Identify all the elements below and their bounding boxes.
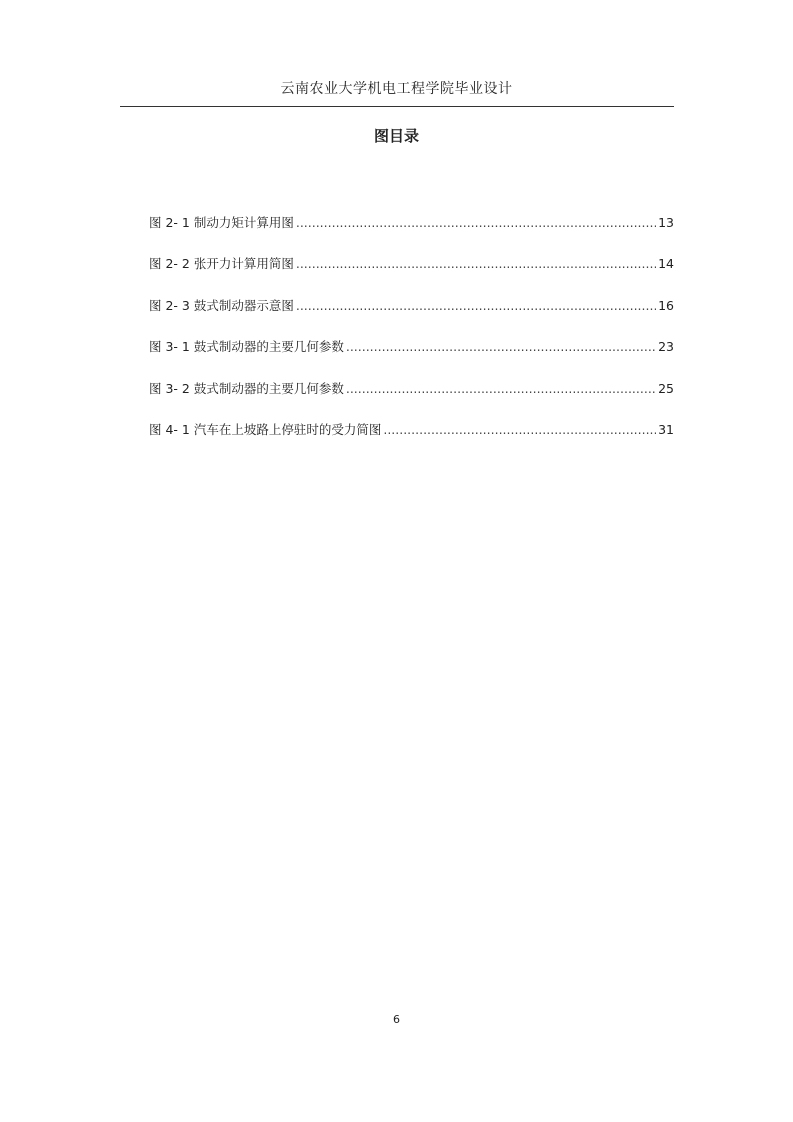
toc-entry[interactable] <box>149 337 674 357</box>
toc-dot-leader <box>296 298 656 313</box>
toc-entry-label: 图 2- 2 张开力计算用简图 <box>149 256 294 272</box>
toc-entry-label: 图 2- 1 制动力矩计算用图 <box>149 215 294 230</box>
toc-entry-page: 31 <box>658 421 674 437</box>
toc-dot-leader <box>383 422 656 437</box>
page-number: 6 <box>393 1013 400 1026</box>
toc-entry-page: 23 <box>658 339 674 355</box>
toc-entry[interactable] <box>149 296 674 316</box>
toc-entry[interactable] <box>149 254 674 274</box>
toc-entry-page: 13 <box>658 215 674 230</box>
toc-entry-label: 图 2- 3 鼓式制动器示意图 <box>149 297 294 313</box>
figure-list <box>149 213 674 461</box>
toc-dot-leader <box>346 339 656 354</box>
toc-dot-leader <box>346 381 656 396</box>
toc-entry-label: 图 4- 1 汽车在上坡路上停驻时的受力简图 <box>149 421 382 437</box>
toc-entry[interactable] <box>149 420 674 440</box>
toc-entry-page: 16 <box>658 297 674 313</box>
page-title: 图目录 <box>373 127 419 145</box>
toc-dot-leader <box>296 215 656 230</box>
toc-entry[interactable] <box>149 213 674 233</box>
toc-entry-page: 14 <box>658 256 674 272</box>
page-header: 云南农业大学机电工程学院毕业设计 <box>280 81 513 97</box>
header-divider <box>120 106 674 107</box>
toc-dot-leader <box>296 256 656 271</box>
toc-entry-label: 图 3- 1 鼓式制动器的主要几何参数 <box>149 339 344 355</box>
toc-entry-page: 25 <box>658 380 674 396</box>
toc-entry[interactable] <box>149 379 674 399</box>
toc-entry-label: 图 3- 2 鼓式制动器的主要几何参数 <box>149 380 344 396</box>
